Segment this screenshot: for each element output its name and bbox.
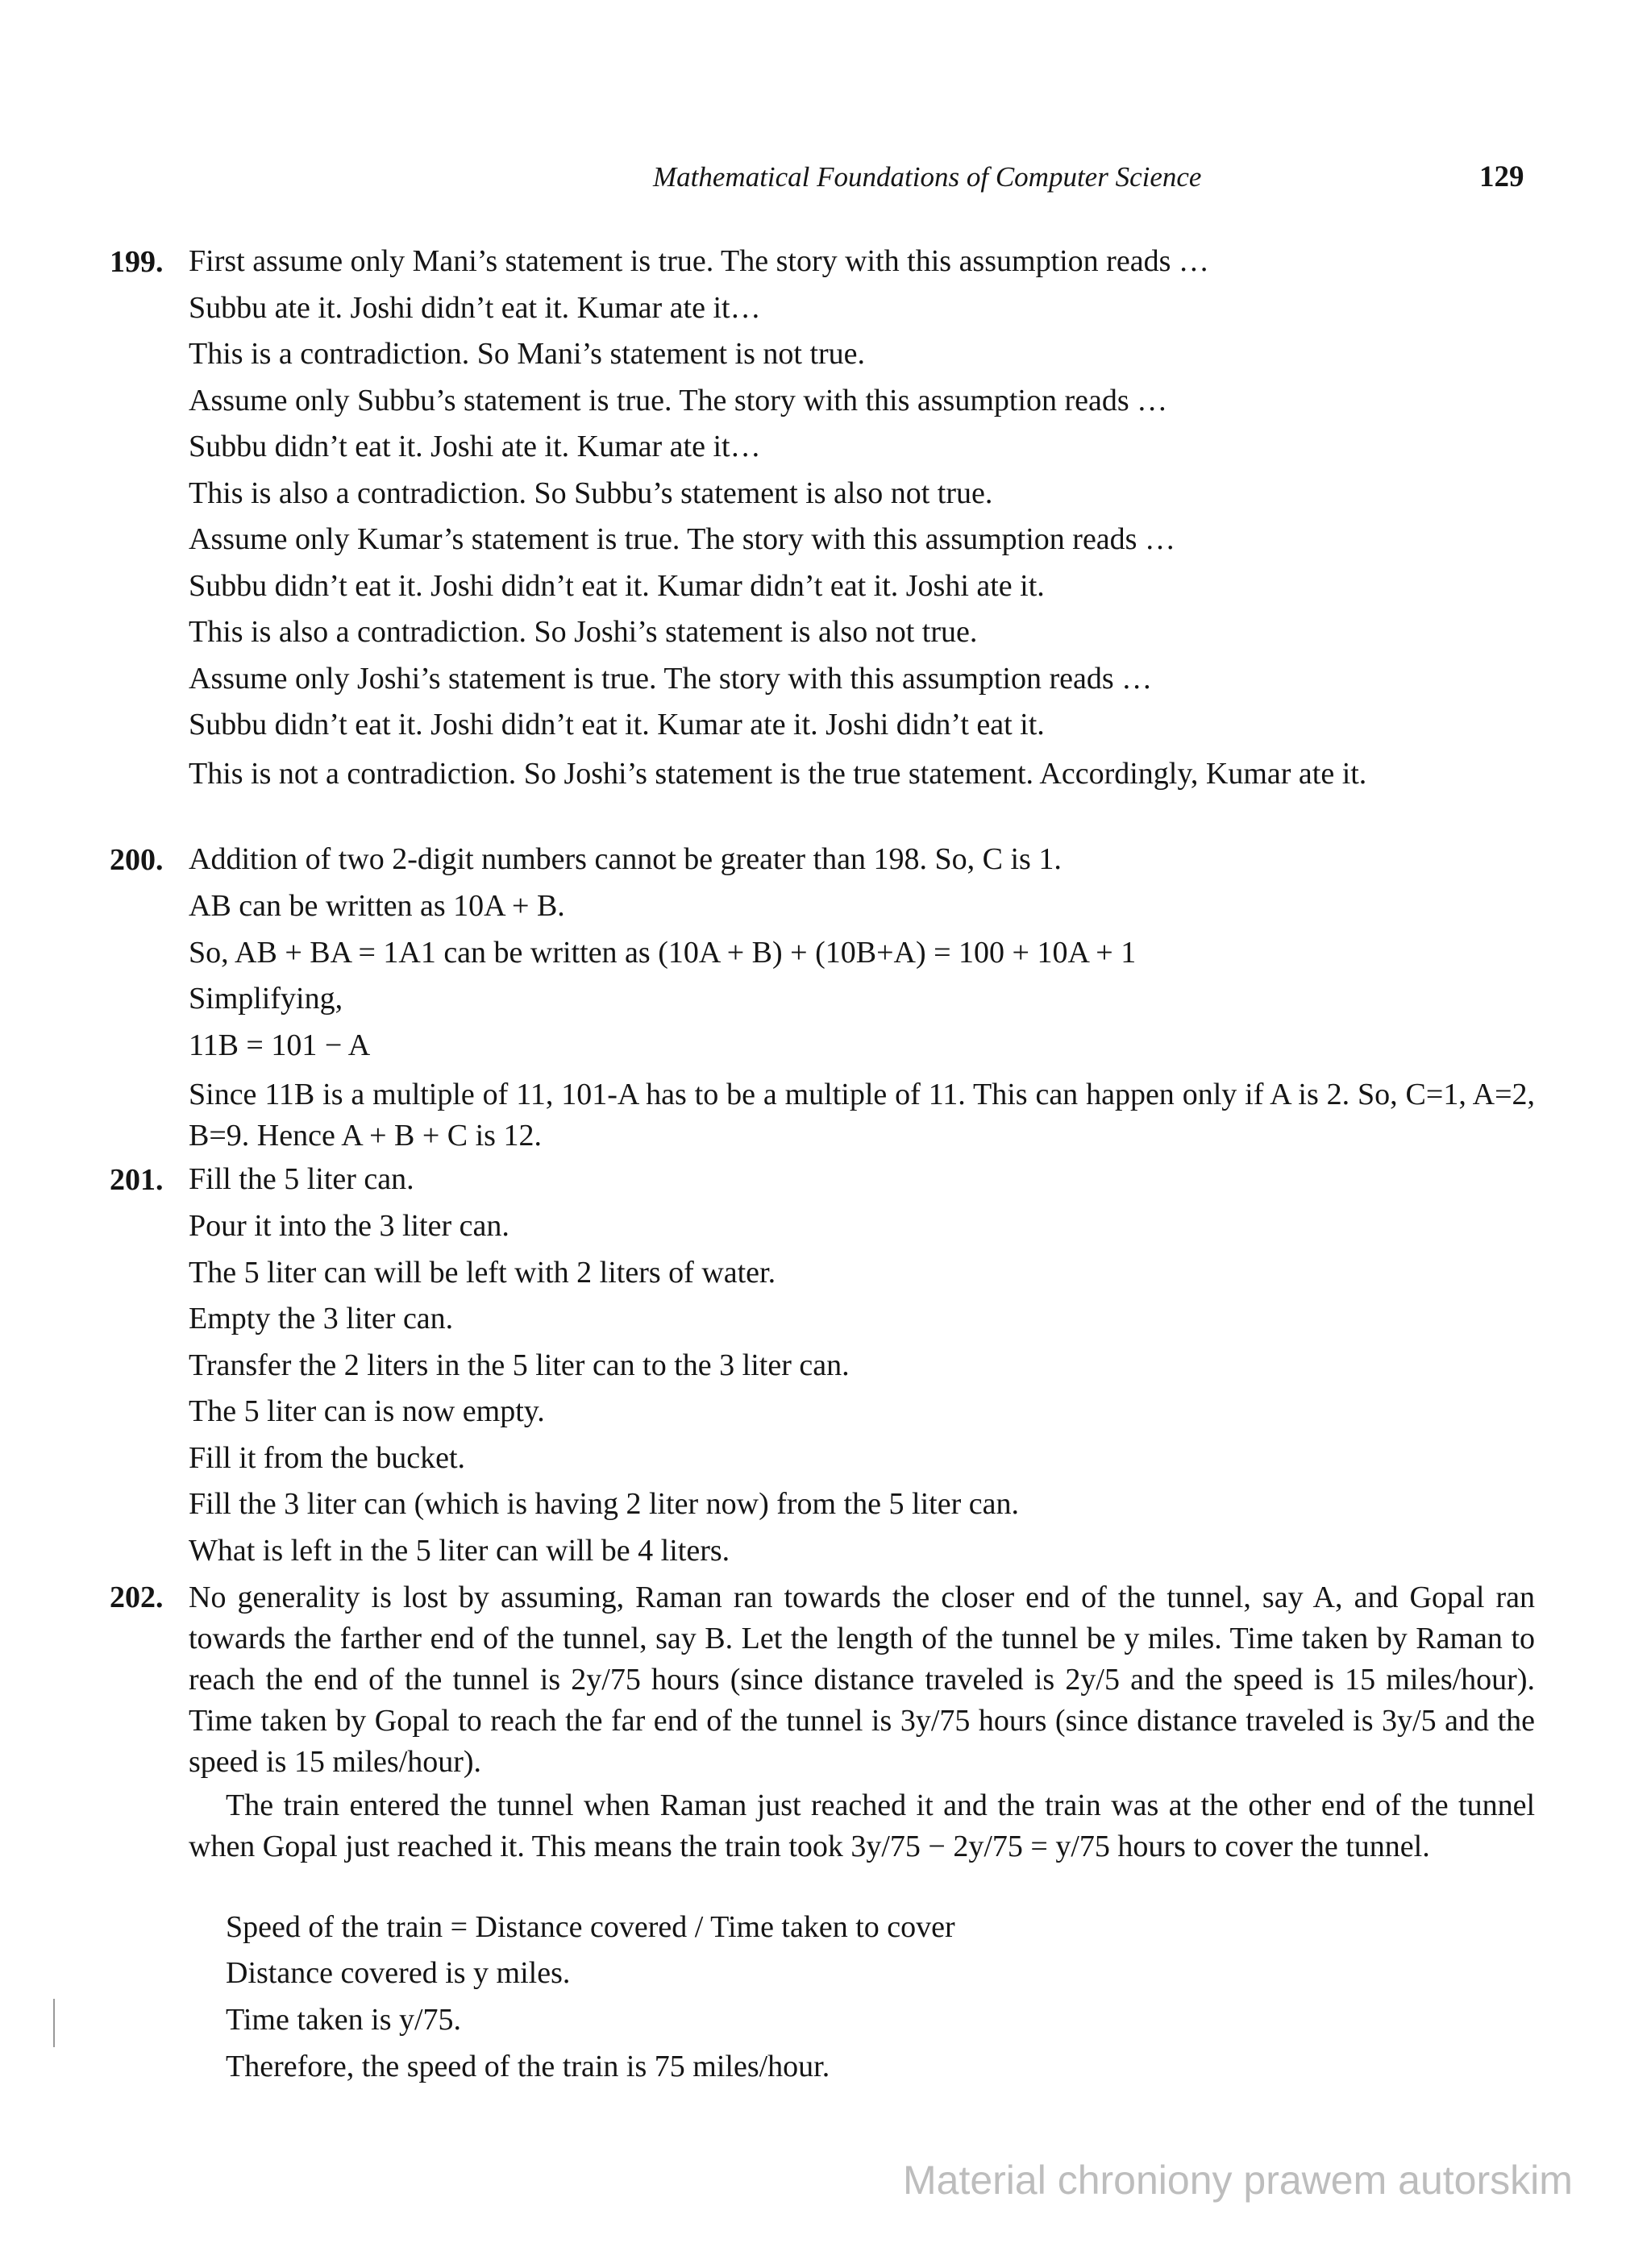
text-paragraph: No generality is lost by assuming, Raman ran towards the closer end of the tunnel, say A, and Gopal ran towards the farther end of the tunnel, say B. Let the length of the tunnel be y miles. Time taken by Raman to reach the end of the tunnel is 2y/75 hours (since distance traveled is 2y/5 and the speed is 15 miles/hour). Time taken by Gopal to reach the far end of the tunnel is 3y/75 hours (since distance traveled is 3y/5 and the speed is 15 miles/hour).	[189, 1581, 1535, 1779]
text-line: Transfer the 2 liters in the 5 liter can to the 3 liter can.	[189, 1348, 850, 1382]
item-number-202: 202.	[110, 1581, 164, 1614]
text-line: AB can be written as 10A + B.	[189, 889, 565, 923]
page-number: 129	[1479, 160, 1524, 193]
item-number-199: 199.	[110, 245, 164, 279]
item-number-200: 200.	[110, 843, 164, 877]
margin-mark	[53, 1999, 55, 2047]
text-line: Assume only Subbu’s statement is true. The story with this assumption reads …	[189, 384, 1168, 417]
text-line: Subbu didn’t eat it. Joshi ate it. Kumar ate it…	[189, 430, 761, 463]
page-header-title: Mathematical Foundations of Computer Science	[653, 161, 1202, 193]
text-line: Subbu didn’t eat it. Joshi didn’t eat it. Kumar ate it. Joshi didn’t eat it.	[189, 708, 1045, 741]
text-line: This is a contradiction. So Mani’s statement is not true.	[189, 337, 866, 371]
text-line: This is also a contradiction. So Joshi’s statement is also not true.	[189, 615, 978, 649]
text-line: Subbu ate it. Joshi didn’t eat it. Kumar ate it…	[189, 291, 761, 325]
text-line: Distance covered is y miles.	[226, 1956, 571, 1990]
item-number-201: 201.	[110, 1163, 164, 1197]
text-line: Empty the 3 liter can.	[189, 1302, 454, 1335]
text-line: Pour it into the 3 liter can.	[189, 1209, 509, 1243]
watermark: Material chroniony prawem autorskim	[903, 2158, 1573, 2203]
text-line: Subbu didn’t eat it. Joshi didn’t eat it. Kumar didn’t eat it. Joshi ate it.	[189, 569, 1045, 603]
text-line: So, AB + BA = 1A1 can be written as (10A + B) + (10B+A) = 100 + 10A + 1	[189, 936, 1137, 970]
text-line: Speed of the train = Distance covered / Time taken to cover	[226, 1910, 955, 1944]
text-line: Fill the 5 liter can.	[189, 1162, 414, 1196]
text-line: The 5 liter can is now empty.	[189, 1394, 545, 1428]
text-paragraph: The train entered the tunnel when Raman just reached it and the train was at the other end of the tunnel when Gopal just reached it. This means the train took 3y/75 − 2y/75 = y/75 hours to cover the tunnel.	[189, 1788, 1535, 1863]
text-line: What is left in the 5 liter can will be 4 liters.	[189, 1534, 730, 1568]
text-line: Assume only Joshi’s statement is true. The story with this assumption reads …	[189, 662, 1153, 696]
text-line: Simplifying,	[189, 982, 343, 1016]
text-paragraph: This is not a contradiction. So Joshi’s statement is the true statement. Accordingly, Kumar ate it.	[189, 757, 1367, 791]
text-line: Fill the 3 liter can (which is having 2 liter now) from the 5 liter can.	[189, 1487, 1019, 1521]
text-line: Fill it from the bucket.	[189, 1441, 466, 1475]
text-line: First assume only Mani’s statement is true. The story with this assumption reads …	[189, 244, 1209, 278]
text-line: Addition of two 2-digit numbers cannot be greater than 198. So, C is 1.	[189, 842, 1062, 876]
text-line: Time taken is y/75.	[226, 2003, 462, 2037]
text-line: Therefore, the speed of the train is 75 miles/hour.	[226, 2050, 830, 2083]
text-paragraph: Since 11B is a multiple of 11, 101-A has to be a multiple of 11. This can happen only if A is 2. So, C=1, A=2, B=9. Hence A + B + C is 12.	[189, 1078, 1535, 1153]
text-line: 11B = 101 − A	[189, 1028, 371, 1062]
text-line: This is also a contradiction. So Subbu’s statement is also not true.	[189, 476, 993, 510]
text-line: Assume only Kumar’s statement is true. The story with this assumption reads …	[189, 522, 1175, 556]
text-line: The 5 liter can will be left with 2 liters of water.	[189, 1256, 776, 1290]
